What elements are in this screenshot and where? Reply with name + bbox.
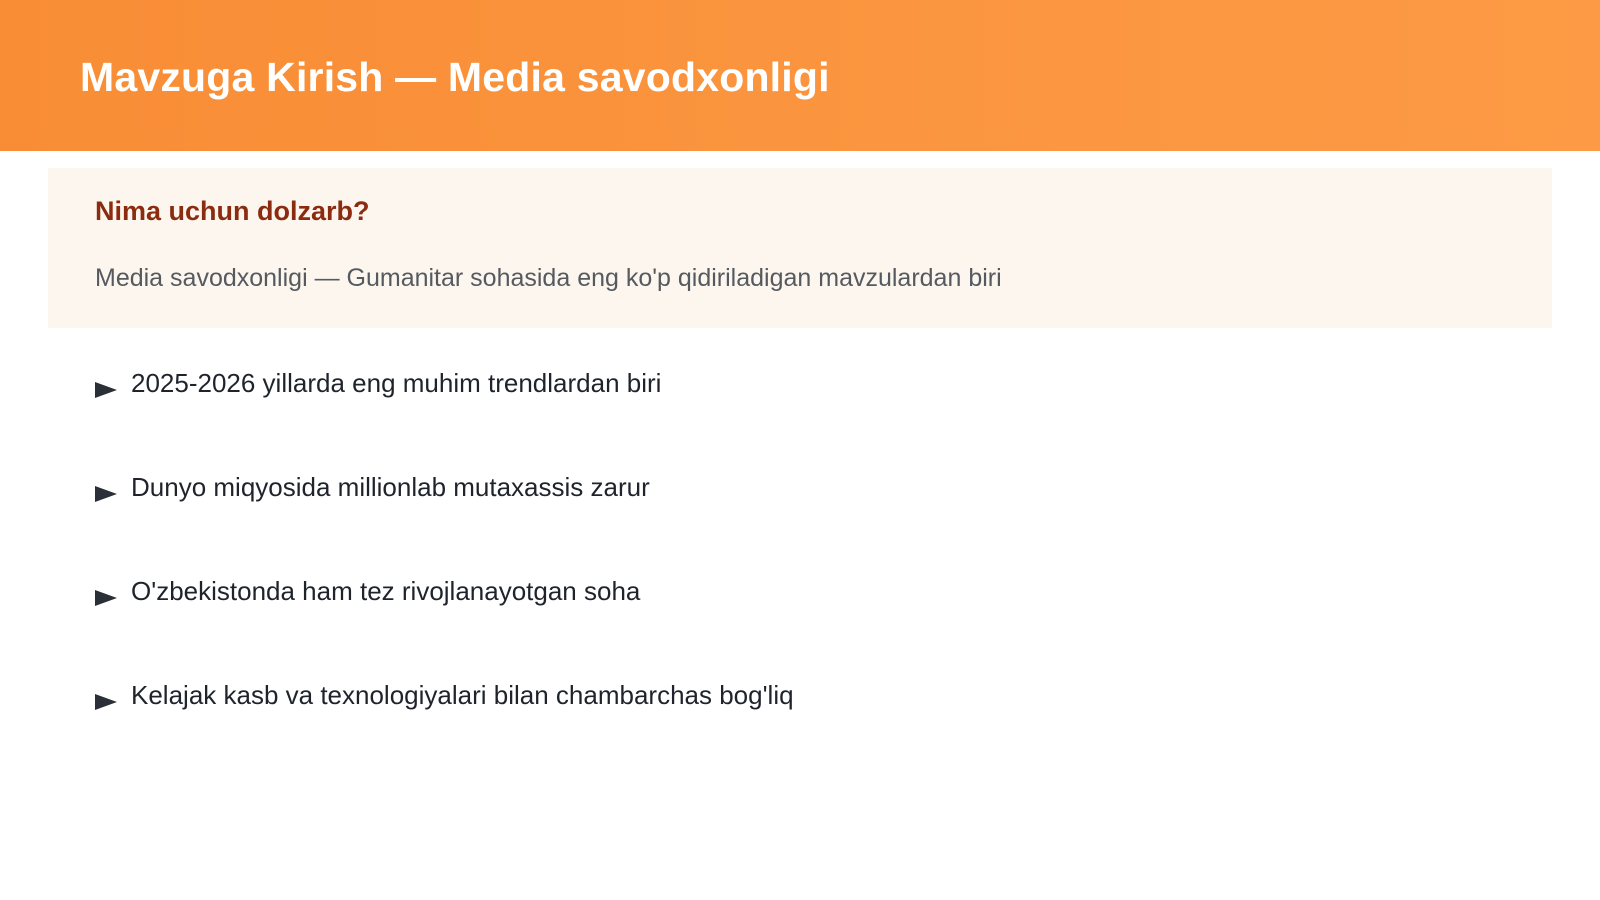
triangle-right-icon xyxy=(95,486,117,502)
triangle-right-icon xyxy=(95,590,117,606)
triangle-right-icon xyxy=(95,694,117,710)
bullet-text: Kelajak kasb va texnologiyalari bilan chambarchas bog'liq xyxy=(131,680,794,710)
callout-heading: Nima uchun dolzarb? xyxy=(95,196,370,226)
bullet-text: 2025-2026 yillarda eng muhim trendlardan biri xyxy=(131,368,662,398)
callout-box xyxy=(48,168,1552,328)
bullet-text: O'zbekistonda ham tez rivojlanayotgan soha xyxy=(131,576,641,606)
slide-title: Mavzuga Kirish — Media savodxonligi xyxy=(80,54,830,100)
slide-header xyxy=(0,0,1600,151)
callout-text: Media savodxonligi — Gumanitar sohasida eng ko'p qidiriladigan mavzulardan biri xyxy=(95,264,1002,292)
triangle-right-icon xyxy=(95,382,117,398)
bullet-text: Dunyo miqyosida millionlab mutaxassis zarur xyxy=(131,472,650,502)
